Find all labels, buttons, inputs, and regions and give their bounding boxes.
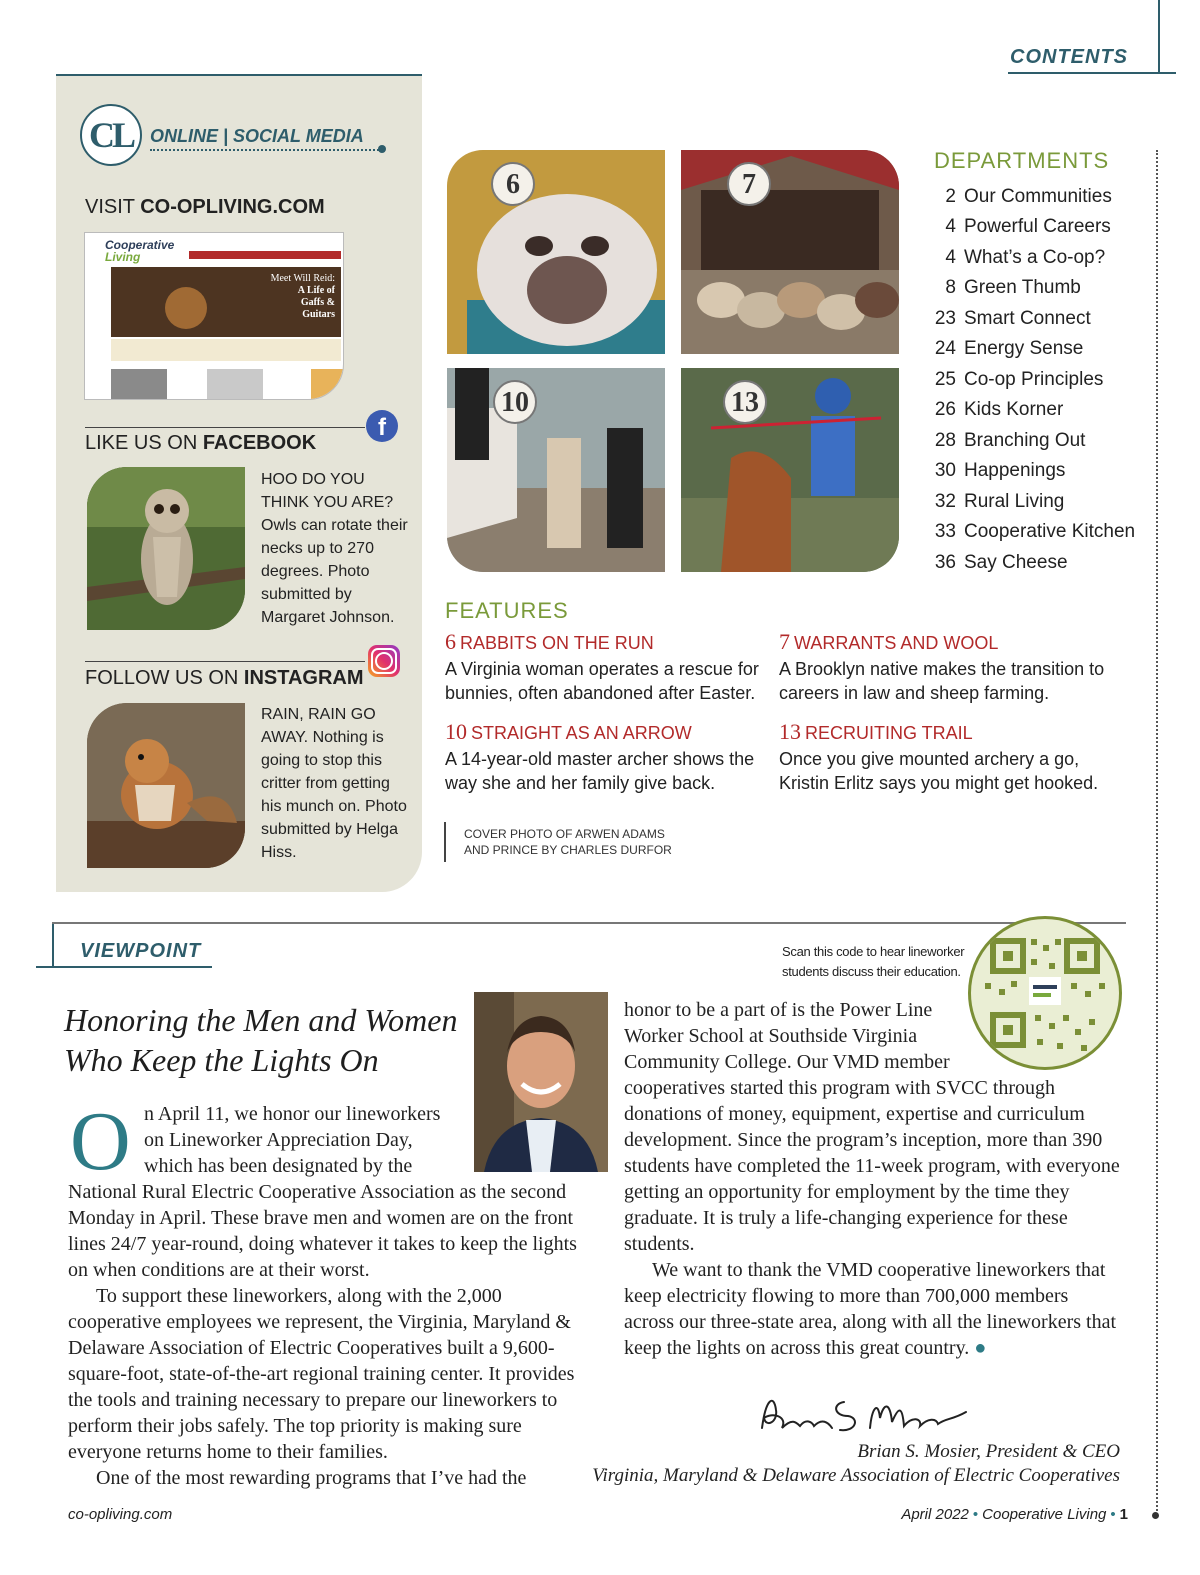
facebook-icon[interactable]: f [366, 410, 398, 442]
departments-heading: DEPARTMENTS [934, 148, 1110, 173]
feature-page: 13 [779, 719, 801, 744]
page-number: 1 [1119, 1506, 1128, 1523]
cl-logo: CL [80, 104, 142, 166]
instagram-label [85, 667, 364, 690]
department-page: 36 [934, 552, 956, 573]
department-item[interactable] [930, 521, 1150, 543]
column1-body [68, 1179, 584, 1491]
viewpoint-underline [36, 966, 212, 968]
department-item[interactable] [930, 430, 1150, 452]
signer-name: Brian S. Mosier, President & CEO [857, 1441, 1120, 1462]
sheep-photo[interactable] [681, 150, 899, 354]
department-title: Smart Connect [964, 308, 1091, 329]
qr-caption-line1: Scan this code to hear lineworker [782, 944, 965, 959]
footer-bullet: • [972, 1506, 979, 1523]
brand-line1: Cooperative [105, 238, 175, 252]
instagram-prefix: FOLLOW US ON [85, 667, 244, 689]
cover-credit [464, 826, 672, 858]
brand-line2: Living [105, 250, 141, 264]
facebook-label [85, 432, 316, 455]
lead-line: Community College. Our VMD member [624, 1051, 950, 1073]
department-item[interactable] [930, 338, 1150, 360]
heading-dot [378, 145, 386, 153]
end-mark: ● [974, 1337, 987, 1359]
website-tile [207, 369, 263, 399]
department-title: Happenings [964, 460, 1066, 481]
department-title: Energy Sense [964, 338, 1084, 359]
footer-issue-info [901, 1506, 1128, 1523]
department-page: 4 [945, 216, 956, 237]
department-item[interactable] [930, 552, 1150, 574]
feature-title: RABBITS ON THE RUN [460, 633, 654, 653]
header-vertical-rule [1158, 0, 1160, 74]
visit-website-label [85, 196, 325, 219]
column2-lead [624, 997, 964, 1075]
owl-caption: HOO DO YOU THINK YOU ARE? Owls can rotate their necks up to 270 degrees. Photo submitted by Margaret Johnson. [261, 471, 408, 626]
paragraph: National Rural Electric Cooperative Association as the second Monday in April. These brave men and women are on the front lines 24/7 year-round, doing whatever it takes to keep the lights on when conditions are at their worst. [68, 1181, 577, 1281]
department-title: Cooperative Kitchen [964, 521, 1136, 542]
viewpoint-title [64, 1000, 484, 1080]
department-page: 24 [934, 338, 956, 359]
feature-desc: A Brooklyn native makes the transition to careers in law and sheep farming. [779, 659, 1105, 703]
viewpoint-top-rule [52, 922, 1126, 924]
department-title: Powerful Careers [964, 216, 1111, 237]
department-title: Kids Korner [964, 399, 1064, 420]
website-screenshot[interactable] [84, 232, 344, 400]
author-portrait [474, 992, 608, 1172]
feature-item[interactable] [779, 719, 1109, 795]
viewpoint-vertical-rule [52, 924, 54, 968]
feature-item[interactable] [445, 629, 775, 705]
department-item[interactable] [930, 369, 1150, 391]
column2-body [624, 1075, 1122, 1361]
photo-badge: 7 [727, 162, 771, 206]
department-item[interactable] [930, 460, 1150, 482]
lead-line: on Lineworker Appreciation Day, [144, 1129, 413, 1151]
cover-credit-rule [444, 822, 446, 862]
website-brand [105, 239, 174, 263]
website-link[interactable]: CO-OPLIVING.COM [140, 196, 325, 218]
horse-riding-photo[interactable] [447, 368, 665, 572]
facebook-prefix: LIKE US ON [85, 432, 203, 454]
hero-line4: Guitars [302, 309, 335, 320]
qr-caption-line2: students discuss their education. [782, 964, 961, 979]
signer-organization: Virginia, Maryland & Delaware Association of Electric Cooperatives [592, 1465, 1120, 1486]
website-navbar [189, 251, 341, 259]
department-title: Co-op Principles [964, 369, 1104, 390]
department-page: 25 [934, 369, 956, 390]
chipmunk-caption: RAIN, RAIN GO AWAY. Nothing is going to stop this critter from getting his munch on. Photo submitted by Helga Hiss. [261, 706, 407, 861]
paragraph: One of the most rewarding programs that I’ve had the [96, 1467, 527, 1489]
feature-page: 10 [445, 719, 467, 744]
department-page: 8 [945, 277, 956, 298]
lead-line: honor to be a part of is the Power Line [624, 999, 933, 1021]
feature-desc: A Virginia woman operates a rescue for bunnies, often abandoned after Easter. [445, 659, 759, 703]
header-rule [1008, 72, 1176, 74]
feature-title: RECRUITING TRAIL [805, 723, 973, 743]
online-social-heading: ONLINE | SOCIAL MEDIA [150, 126, 364, 146]
department-title: Branching Out [964, 430, 1086, 451]
footer-magazine: Cooperative Living [982, 1506, 1107, 1523]
instagram-icon[interactable] [368, 645, 400, 677]
viewpoint-label: VIEWPOINT [80, 940, 202, 962]
guitar-image [165, 287, 207, 329]
department-item[interactable] [930, 216, 1150, 238]
department-item[interactable] [930, 399, 1150, 421]
department-item[interactable] [930, 308, 1150, 330]
title-line1: Honoring the Men and Women [64, 1002, 458, 1038]
lead-line: n April 11, we honor our lineworkers [144, 1103, 441, 1125]
photo-badge: 10 [493, 380, 537, 424]
footer-dot [1152, 1512, 1159, 1519]
qr-code[interactable] [968, 916, 1122, 1070]
website-tile [111, 369, 167, 399]
department-item[interactable] [930, 247, 1150, 269]
department-page: 23 [934, 308, 956, 329]
website-hero-text [271, 273, 335, 321]
rabbit-photo[interactable] [447, 150, 665, 354]
feature-page: 6 [445, 629, 456, 654]
department-item[interactable] [930, 491, 1150, 513]
department-page: 30 [934, 460, 956, 481]
website-tile [311, 369, 344, 399]
facebook-rule [85, 427, 365, 428]
instagram-rule [85, 661, 365, 662]
department-title: Say Cheese [964, 552, 1068, 573]
department-title: Green Thumb [964, 277, 1081, 298]
department-page: 26 [934, 399, 956, 420]
website-mission-strip [111, 339, 341, 361]
department-item[interactable] [930, 277, 1150, 299]
website-hero [111, 267, 341, 337]
page-edge-dotted-rule [1156, 150, 1158, 1518]
footer-bullet: • [1110, 1506, 1116, 1523]
section-label: CONTENTS [1010, 46, 1128, 68]
heading-dotted-rule [150, 149, 382, 151]
feature-item[interactable] [445, 719, 775, 795]
feature-item[interactable] [779, 629, 1109, 705]
department-title: Our Communities [964, 186, 1112, 207]
drop-cap: O [70, 1095, 131, 1188]
cover-credit-line2: AND PRINCE BY CHARLES DURFOR [464, 843, 672, 857]
footer-site[interactable]: co-opliving.com [68, 1506, 173, 1523]
department-item[interactable] [930, 186, 1150, 208]
photo-badge: 13 [723, 380, 767, 424]
qr-caption [782, 942, 964, 982]
footer-issue: April 2022 [901, 1506, 969, 1523]
features-heading: FEATURES [445, 598, 569, 623]
department-title: What’s a Co-op? [964, 247, 1106, 268]
title-line2: Who Keep the Lights On [64, 1042, 379, 1078]
paragraph [624, 1257, 1122, 1361]
department-page: 33 [934, 521, 956, 542]
mounted-archery-photo[interactable] [681, 368, 899, 572]
feature-desc: Once you give mounted archery a go, Kristin Erlitz says you might get hooked. [779, 749, 1099, 793]
department-page: 2 [945, 186, 956, 207]
department-page: 28 [934, 430, 956, 451]
paragraph: cooperatives started this program with SVCC through donations of money, equipment, expertise and curriculum development. Since the program’s inception, more than 390 students have completed the 11-week program, with everyone getting an opportunity for employment by the time they graduate. It is truly a life-changing experience for these students. [624, 1077, 1120, 1255]
cover-credit-line1: COVER PHOTO OF ARWEN ADAMS [464, 827, 665, 841]
hero-line1: Meet Will Reid: [270, 273, 335, 284]
department-page: 32 [934, 491, 956, 512]
lead-line: Worker School at Southside Virginia [624, 1025, 918, 1047]
chipmunk-photo [87, 703, 245, 868]
visit-prefix: VISIT [85, 196, 141, 218]
signature [752, 1388, 982, 1445]
instagram-name[interactable]: INSTAGRAM [243, 667, 364, 689]
department-page: 4 [945, 247, 956, 268]
hero-line2: A Life of [297, 285, 335, 296]
department-title: Rural Living [964, 491, 1065, 512]
hero-line3: Gaffs & [300, 297, 335, 308]
feature-title: WARRANTS AND WOOL [794, 633, 999, 653]
column1-lead [144, 1101, 464, 1179]
lead-line: which has been designated by the [144, 1155, 413, 1177]
closing-text: We want to thank the VMD cooperative lineworkers that keep electricity flowing to more than 700,000 members across our three-state area, along with all the lineworkers that keep the lights on across this great country. [624, 1259, 1117, 1359]
feature-title: STRAIGHT AS AN ARROW [471, 723, 692, 743]
photo-badge: 6 [491, 162, 535, 206]
facebook-name[interactable]: FACEBOOK [202, 432, 317, 454]
feature-page: 7 [779, 629, 790, 654]
paragraph: To support these lineworkers, along with the 2,000 cooperative employees we represent, the Virginia, Maryland & Delaware Association of Electric Cooperatives built a 9,600-square-foot, state-of-the-art regional training center. It provides the tools and training necessary to prepare our lineworkers to perform their jobs safely. The top priority is making sure everyone returns home to their families. [68, 1285, 575, 1463]
feature-desc: A 14-year-old master archer shows the way she and her family give back. [445, 749, 755, 793]
owl-photo [87, 467, 245, 630]
